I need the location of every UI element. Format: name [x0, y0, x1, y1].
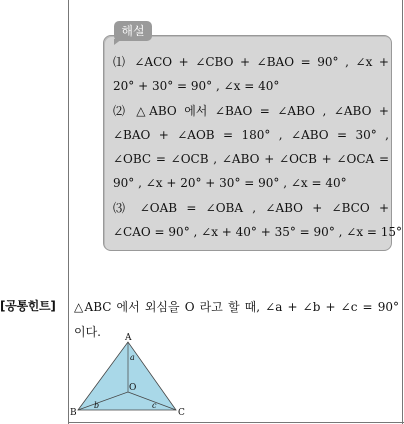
- label-a: A: [125, 333, 132, 343]
- explanation-tag: 해설: [114, 21, 152, 41]
- explanation-line: ⑴ ∠ACO + ∠CBO + ∠BAO = 90° , ∠x +: [113, 55, 389, 69]
- explanation-text: [113, 50, 403, 244]
- explanation-line: ∠BAO + ∠AOB = 180° , ∠ABO = 30° ,: [113, 127, 389, 142]
- angle-label-b: b: [94, 401, 100, 410]
- explanation-line: 20° + 30° = 90° , ∠x = 40°: [113, 79, 280, 94]
- common-hint-text-cont: 이다.: [74, 325, 101, 339]
- explanation-line: ⑵ △ABO 에서 ∠BAO = ∠ABO , ∠ABO +: [113, 103, 389, 118]
- explanation-line: ∠CAO = 90° , ∠x + 40° + 35° = 90° , ∠x = 15°: [113, 225, 403, 240]
- explanation-line: ∠OBC = ∠OCB , ∠ABO + ∠OCB + ∠OCA =: [113, 152, 389, 167]
- explanation-line: 90° , ∠x + 20° + 30° = 90° , ∠x = 40°: [113, 176, 347, 191]
- bottom-border: [68, 422, 404, 423]
- angle-label-c: c: [152, 401, 157, 410]
- triangle-abc: [78, 342, 176, 410]
- label-c: C: [178, 408, 185, 418]
- common-hint-text: △ABC 에서 외심을 O 라고 할 때, ∠a + ∠b + ∠c = 90°: [74, 300, 399, 314]
- label-b: B: [70, 408, 77, 418]
- angle-label-a: a: [130, 353, 135, 362]
- label-o: O: [129, 383, 137, 393]
- common-hint-label: [공통힌트]: [0, 299, 56, 313]
- right-border: [402, 0, 403, 424]
- explanation-line: ⑶ ∠OAB = ∠OBA , ∠ABO + ∠BCO +: [113, 200, 389, 215]
- circumcenter-figure: [68, 330, 198, 420]
